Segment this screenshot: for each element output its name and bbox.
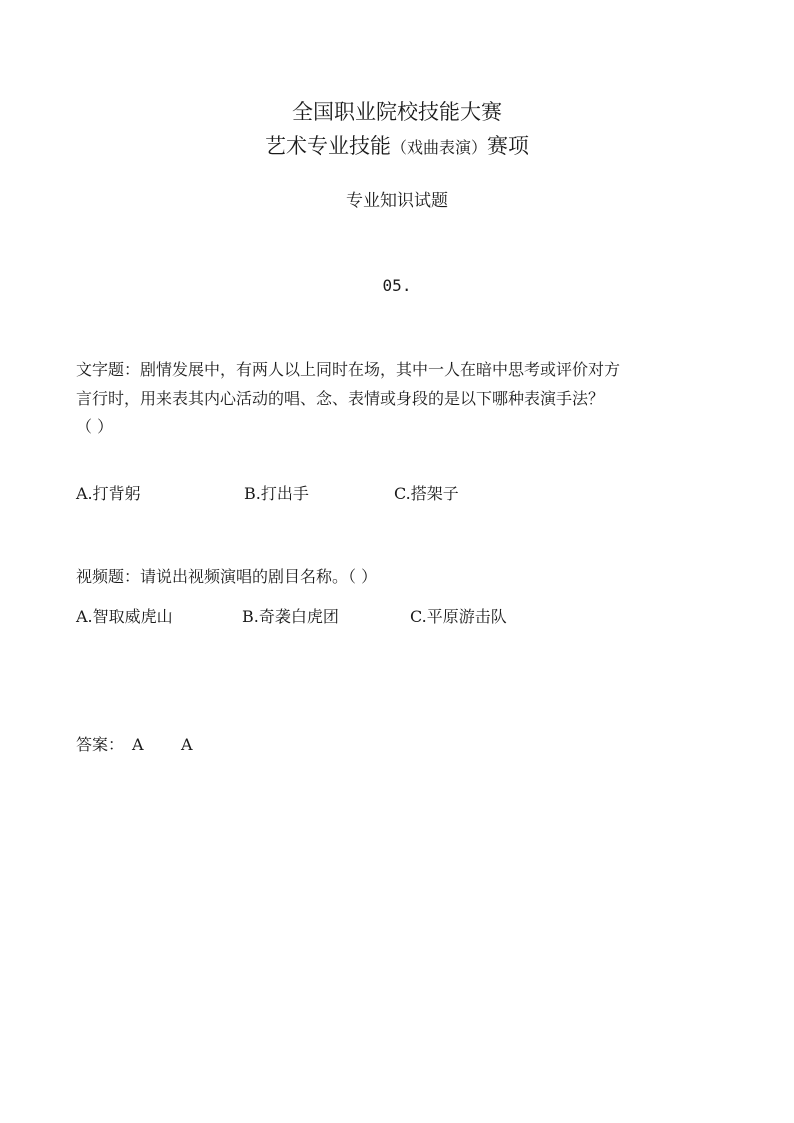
text-question-body-1: 剧情发展中，有两人以上同时在场，其中一人在暗中思考或评价对方 <box>140 360 621 379</box>
text-option-b-text: 打出手 <box>260 484 309 503</box>
text-option-c <box>394 481 459 507</box>
text-option-c-text: 搭架子 <box>410 484 459 503</box>
event-title-end: 赛项 <box>487 134 529 158</box>
paper-subtitle: 专业知识试题 <box>346 191 448 211</box>
text-question-label: 文字题： <box>76 360 141 379</box>
video-option-c-letter: C. <box>410 607 427 626</box>
answer-value-1: A <box>132 735 144 754</box>
video-question-prompt: 请说出视频演唱的剧目名称。（ ） <box>140 567 378 586</box>
video-option-b <box>242 604 339 630</box>
text-option-b <box>244 481 309 507</box>
video-option-a <box>76 604 173 630</box>
text-option-a <box>76 481 141 507</box>
question-number: 05. <box>382 276 412 295</box>
text-question <box>76 356 726 442</box>
video-option-c <box>410 604 507 630</box>
text-question-line-3: （ ） <box>76 417 114 436</box>
video-option-b-text: 奇袭白虎团 <box>258 607 339 626</box>
event-title-main: 艺术专业技能 <box>264 134 391 158</box>
video-option-a-letter: A. <box>76 607 93 626</box>
answer-value-2: A <box>181 735 193 754</box>
text-option-b-letter: B. <box>244 484 261 503</box>
text-question-line-1 <box>76 356 726 385</box>
text-option-c-letter: C. <box>394 484 411 503</box>
video-option-c-text: 平原游击队 <box>426 607 507 626</box>
event-title-category: （戏曲表演） <box>390 138 487 157</box>
answer-line <box>76 732 726 758</box>
text-option-a-letter: A. <box>76 484 93 503</box>
event-title <box>0 130 794 164</box>
video-option-a-text: 智取威虎山 <box>92 607 173 626</box>
answer-label: 答案： <box>76 735 125 754</box>
competition-title: 全国职业院校技能大赛 <box>292 100 502 124</box>
text-option-a-text: 打背躬 <box>92 484 141 503</box>
video-option-b-letter: B. <box>242 607 259 626</box>
video-question-label: 视频题： <box>76 567 141 586</box>
text-question-line-2: 言行时，用来表其内心活动的唱、念、表情或身段的是以下哪种表演手法？ <box>76 388 605 408</box>
video-question <box>76 564 726 590</box>
